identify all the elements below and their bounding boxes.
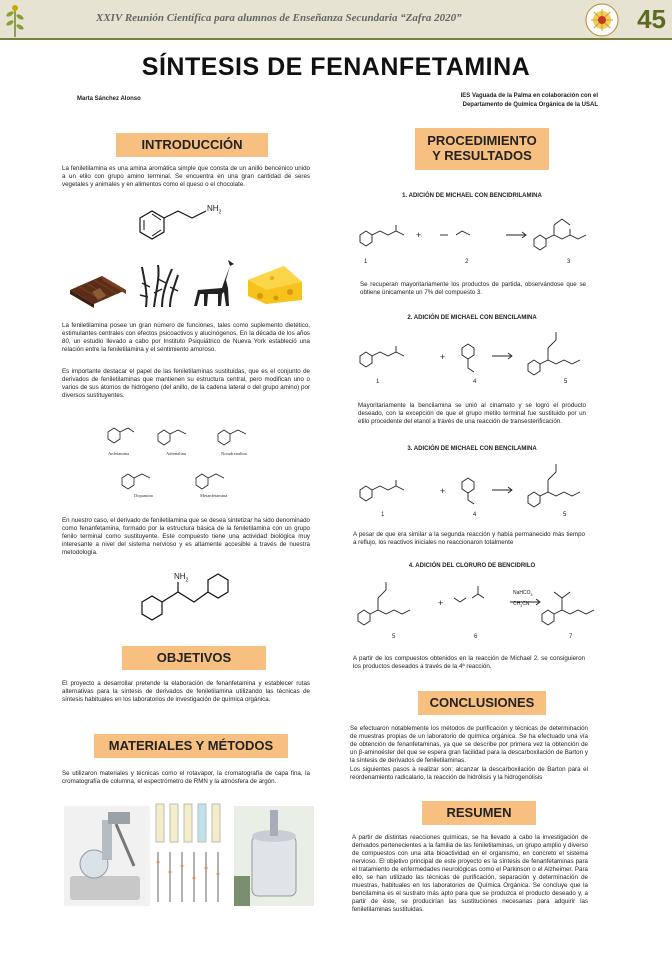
cheese-icon (244, 262, 304, 306)
event-title: XXIV Reunión Científica para alumnos de Enseñanza Secundaria “Zafra 2020” (96, 12, 462, 24)
procedure-heading-line: PROCEDIMIENTO (427, 133, 537, 149)
compound-number: 1 (381, 512, 385, 518)
nh2-label: $NH_2$ (207, 204, 222, 216)
step-3-title: 3. ADICIÓN DE MICHAEL CON BENCILAMINA (407, 446, 537, 452)
step-2-text: Mayoritariamente la bencilamina se unió al cinamato y se logró el producto deseado, con la excepción de que el grupo metilo terminal fue sustituido por un etilo procedente del etanol a través de una reacción de transesterificación. (358, 402, 586, 425)
objectives-heading: OBJETIVOS (122, 646, 266, 670)
conclusions-heading: CONCLUSIONES (418, 691, 546, 715)
school-seal-icon (585, 3, 619, 37)
top-band (0, 0, 672, 40)
chromatography-photo (152, 802, 230, 906)
compound-number: 1 (364, 259, 368, 265)
nmr-photo (234, 806, 314, 906)
rotavapor-photo (64, 806, 150, 906)
step-1-text: Se recuperan mayoritariamente los productos de partida, observándose que se obtiene únicamente un 7% del compuesto 3. (360, 281, 586, 296)
fenanfetamina-structure (136, 570, 256, 630)
compound-label: Adrenalina (166, 451, 186, 456)
phenethylamine-structure (130, 200, 240, 250)
compound-label: Anfetamina (108, 451, 130, 456)
step-1-title: 1. ADICIÓN DE MICHAEL CON BENCIDRILAMINA (402, 193, 542, 199)
introduction-heading: INTRODUCCIÓN (116, 133, 268, 157)
giraffe-icon (188, 258, 236, 308)
step-4-text: A partir de los compuestos obtenidos en la reacción de Michael 2, se consiguieron los productos deseados a través de la 4ª reacción. (353, 655, 585, 670)
conclusions-paragraph-2: Los siguientes pasos a realizar son: alcanzar la descarboxilación de Barton para el reordenamiento radicalario, la reacción de hidrólisis y la hidrogenólisis (350, 766, 588, 781)
reaction-3-scheme (356, 460, 606, 515)
author: Marta Sánchez Alonso (77, 96, 141, 102)
svg-text:+: + (416, 230, 422, 240)
intro-paragraph-4: En nuestro caso, el derivado de feniletilamina que se desea sintetizar ha sido denominado como fenanfetamina, formado por la estructura básica de la feniletilamina con un grupo fenilo terminal como sustituyente. Este compuesto tiene una actividad biológica muy interesante a nivel del sistema nervioso y es altamente accesible a través de nuestra metodología. (62, 517, 310, 556)
compound-number: 3 (567, 259, 571, 265)
compound-number: 1 (376, 379, 380, 385)
svg-text:+: + (440, 486, 446, 496)
compound-number: 6 (474, 634, 478, 640)
reagent-label: NaHCO$_3$ $CH_3CN$ (513, 590, 533, 608)
affiliation (380, 92, 598, 110)
compound-number: 5 (392, 634, 396, 640)
nh2-label: $NH_2$ (174, 572, 189, 584)
svg-text:+: + (440, 352, 446, 362)
objectives-paragraph: El proyecto a desarrollar pretende la elaboración de fenanfetamina y establecer rutas alternativas para la síntesis de derivados de feniletilamina utilizando las técnicas de síntesis habituales en los laboratorios de investigación de química orgánica. (62, 680, 310, 703)
compound-label: Metanfetamina (200, 493, 228, 498)
procedure-heading (415, 128, 549, 170)
compound-number: 4 (473, 379, 477, 385)
summary-heading: RESUMEN (422, 801, 536, 825)
step-3-text: A pesar de que era similar a la segunda reacción y había permanecido más tiempo a reflujo, los reactivos iniciales no reaccionaron totalmente (353, 531, 585, 546)
reaction-4-scheme (354, 576, 610, 636)
page-number: 45 (637, 4, 666, 34)
compound-label: Noradrenalina (221, 451, 247, 456)
conclusions-paragraph-1: Se efectuaron notablemente los métodos de purificación y técnicas de determinación de muestras propias de un laboratorio de química orgánica. Se ha efectuado una vía de obtención de fenanfetaminas, ya que se describe por primera vez la obtención de un β-aminoéster del que se espera gran facilidad para la descarboxilación de Barton y la síntesis de derivados de feniletilaminas. (350, 725, 588, 764)
affiliation-line: Departamento de Química Orgánica de la USAL (462, 102, 598, 108)
plant-icon (140, 265, 180, 307)
chocolate-icon (66, 268, 130, 308)
page-title: SÍNTESIS DE FENANFETAMINA (141, 53, 531, 81)
materials-paragraph: Se utilizaron materiales y técnicas como el rotavapor, la cromatografía de capa fina, la cromatografía de columna, el espectrómetro de RMN y la atmósfera de argón. (62, 770, 310, 785)
compound-number: 7 (569, 634, 573, 640)
intro-paragraph-3: Es importante destacar el papel de las feniletilaminas sustituidas, que es el conjunto de derivados de feniletilaminas que mantienen su estructura central, pero modifican uno o varios de sus átomos de hidrógeno (del anillo, de la cadena lateral o del grupo amino) por diversos sustituyentes. (62, 368, 310, 399)
compound-number: 4 (473, 512, 477, 518)
reaction-1-scheme (356, 205, 606, 260)
intro-paragraph-1: La feniletilamina es una amina aromática simple que consta de un anillo bencénico unido a un etilo con grupo amino terminal. Se encuentra en una gran cantidad de seres vegetales y animales y en alimentos como el queso o el chocolate. (62, 165, 310, 188)
summary-paragraph: A partir de distintas reacciones químicas, se ha llevado a cabo la investigación de derivados pertenecientes a la familia de las feniletilaminas, un grupo amplio y diverso de compuestos con una alta bioactividad en el organismo, en concreto el sistema nervioso. El objetivo principal de este proyecto es la síntesis de fenanfetaminas para el tratamiento de enfermedades neurológicas como el Parkinson o el Alzheimer. Para ello, se han utilizado las técnicas de purificación, separación y determinación de muestras, habituales en los laboratorios de Química Orgánica. Se concluye que la bencilamina es el sustrato más apto para que se produzca el producto deseado y, a partir de éste, se producirían las sustituciones necesarias para adquirir las feniletilaminas sustituidas. (352, 834, 588, 913)
step-2-title: 2. ADICIÓN DE MICHAEL CON BENCILAMINA (407, 315, 537, 321)
compound-number: 2 (465, 259, 469, 265)
procedure-heading-line: Y RESULTADOS (432, 148, 532, 163)
compound-number: 5 (563, 512, 567, 518)
compound-number: 5 (564, 379, 568, 385)
compound-label: Dopamina (134, 493, 153, 498)
substituted-phenethylamines-figure (100, 420, 290, 500)
reaction-2-scheme (356, 330, 606, 385)
affiliation-line: IES Vaguada de la Palma en colaboración con el (460, 93, 598, 99)
step-4-title: 4. ADICIÓN DEL CLORURO DE BENCIDRILO (408, 563, 536, 569)
materials-heading: MATERIALES Y MÉTODOS (94, 734, 288, 758)
olive-logo-icon (4, 2, 26, 38)
intro-paragraph-2: La feniletilamina posee un gran número de funciones, tales como suplemento dietético, estimulantes centrales con efectos psicoactivos y alucinógenos. En la década de los años 80, un estudio llevado a cabo por Instituto Psiquiátrico de Nueva York estableció una relación entre la feniletilamina y el sentimiento amoroso. (62, 322, 310, 353)
svg-text:+: + (438, 598, 444, 608)
